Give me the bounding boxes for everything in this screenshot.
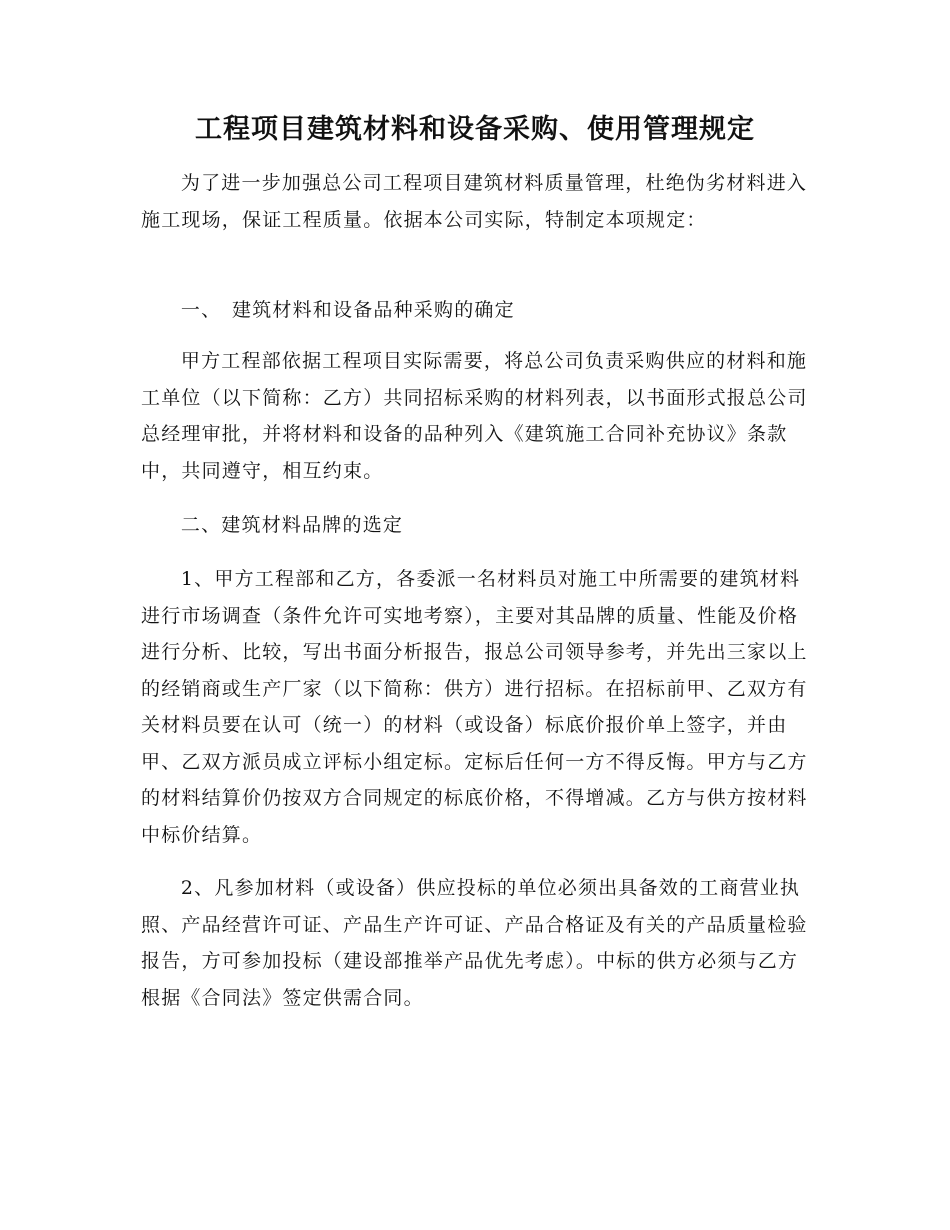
section-1-paragraph: 甲方工程部依据工程项目实际需要，将总公司负责采购供应的材料和施工单位（以下简称：乙方）共同招标采购的材料列表，以书面形式报总公司总经理审批，并将材料和设备的品种列入《建筑施工合同补充协议》条款中，共同遵守，相互约束。	[141, 350, 808, 482]
section-1-heading: 一、 建筑材料和设备品种采购的确定	[180, 299, 515, 321]
intro-paragraph: 为了进一步加强总公司工程项目建筑材料质量管理，杜绝伪劣材料进入施工现场，保证工程质量。依据本公司实际，特制定本项规定：	[141, 172, 808, 231]
document-title: 工程项目建筑材料和设备采购、使用管理规定	[195, 114, 755, 145]
section-2-heading: 二、建筑材料品牌的选定	[180, 514, 404, 536]
section-2-item-2-paragraph: 2、凡参加材料（或设备）供应投标的单位必须出具备效的工商营业执照、产品经营许可证、产品生产许可证、产品合格证及有关的产品质量检验报告，方可参加投标（建设部推举产品优先考虑）。中标的供方必须与乙方根据《合同法》签定供需合同。	[141, 877, 808, 1009]
section-2-item-1-paragraph: 1、甲方工程部和乙方，各委派一名材料员对施工中所需要的建筑材料进行市场调查（条件允许可实地考察），主要对其品牌的质量、性能及价格进行分析、比较，写出书面分析报告，报总公司领导参考，并先出三家以上的经销商或生产厂家（以下简称：供方）进行招标。在招标前甲、乙双方有关材料员要在认可（统一）的材料（或设备）标底价报价单上签字，并由甲、乙双方派员成立评标小组定标。定标后任何一方不得反悔。甲方与乙方的材料结算价仍按双方合同规定的标底价格，不得增减。乙方与供方按材料中标价结算。	[141, 568, 808, 846]
